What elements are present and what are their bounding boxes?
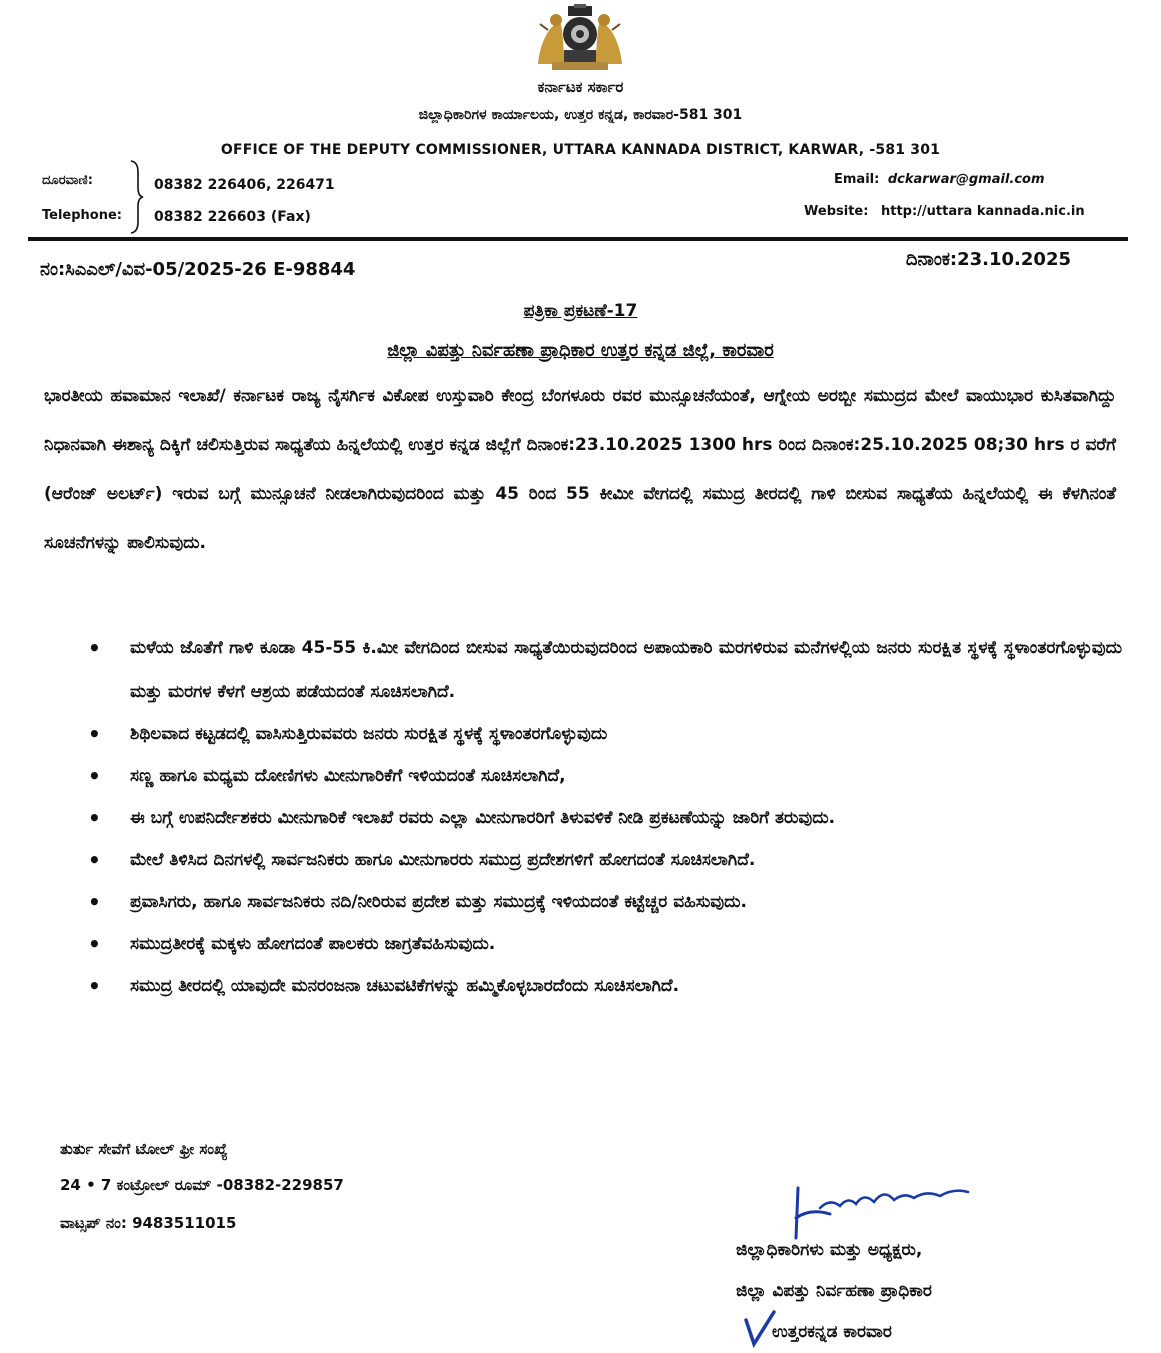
karnataka-state-emblem-icon	[530, 4, 630, 72]
government-name: ಕರ್ನಾಟಕ ಸರ್ಕಾರ	[537, 78, 624, 96]
phone-label-kannada: ದೂರವಾಣಿ:	[42, 173, 93, 188]
body-paragraph: ಭಾರತೀಯ ಹವಾಮಾನ ಇಲಾಖೆ/ ಕರ್ನಾಟಕ ರಾಜ್ಯ ನೈಸರ್ಗಿಕ ವಿಕೋಪ ಉಸ್ತುವಾರಿ ಕೇಂದ್ರ ಬೆಂಗಳೂರು ರವರ ಮುನ್ಸೂಚನೆಯಂತೆ, ಆಗ್ನೇಯ ಅರಬ್ಬೀ ಸಮುದ್ರದ ಮೇಲೆ ವಾಯುಭಾರ ಕುಸಿತವಾಗಿದ್ದು ನಿಧಾನವಾಗಿ ಈಶಾನ್ಯ ದಿಕ್ಕಿಗೆ ಚಲಿಸುತ್ತಿರುವ ಸಾಧ್ಯತೆಯ ಹಿನ್ನಲೆಯಲ್ಲಿ ಉತ್ತರ ಕನ್ನಡ ಜಿಲ್ಲೆಗೆ ದಿನಾಂಕ:23.10.2025 1300 hrs ರಿಂದ ದಿನಾಂಕ:25.10.2025 08;30 hrs ರ ವರೆಗೆ (ಆರೆಂಜ್ ಅಲರ್ಟ್) ಇರುವ ಬಗ್ಗೆ ಮುನ್ಸೂಚನೆ ನೀಡಲಾಗಿರುವುದರಿಂದ ಮತ್ತು 45 ರಿಂದ 55 ಕೀಮೀ ವೇಗದಲ್ಲಿ ಸಮುದ್ರ ತೀರದಲ್ಲಿ ಗಾಳಿ ಬೀಸುವ ಸಾಧ್ಯತೆಯ ಹಿನ್ನಲೆಯಲ್ಲಿ ಈ ಕೆಳಗಿನಂತೆ ಸೂಚನೆಗಳನ್ನು ಪಾಲಿಸುವುದು.	[44, 386, 1116, 553]
list-item: • ಪ್ರವಾಸಿಗರು, ಹಾಗೂ ಸಾರ್ವಜನಿಕರು ನದಿ/ನೀರಿರುವ ಪ್ರದೇಶ ಮತ್ತು ಸಮುದ್ರಕ್ಕೆ ಇಳಿಯದಂತೆ ಕಟ್ಟೆಚ್ಚರ ವಹಿಸುವುದು.	[88, 880, 1122, 924]
press-release-title-text: ಪತ್ರಿಕಾ ಪ್ರಕಟಣೆ-17	[523, 301, 638, 321]
document-date: ದಿನಾಂಕ:23.10.2025	[905, 249, 1071, 270]
list-item: • ಮೇಲೆ ತಿಳಿಸಿದ ದಿನಗಳಲ್ಲಿ ಸಾರ್ವಜನಿಕರು ಹಾಗೂ ಮೀನುಗಾರರು ಸಮುದ್ರ ಪ್ರದೇಶಗಳಿಗೆ ಹೋಗದಂತೆ ಸೂಚಿಸಲಾಗಿದೆ.	[88, 838, 1122, 882]
authority-title	[0, 340, 1161, 361]
website-label: Website:	[804, 204, 869, 219]
list-item: • ಸಮುದ್ರತೀರಕ್ಕೆ ಮಕ್ಕಳು ಹೋಗದಂತೆ ಪಾಲಕರು ಜಾಗ್ರತೆವಹಿಸುವುದು.	[88, 922, 1122, 966]
phone-number-primary: 08382 226406, 226471	[154, 177, 335, 193]
phone-label-english: Telephone:	[42, 208, 122, 223]
handwritten-signature	[790, 1178, 990, 1248]
email-link[interactable]: dckarwar@gmail.com	[887, 172, 1045, 187]
header-divider	[28, 237, 1128, 241]
list-item: • ಈ ಬಗ್ಗೆ ಉಪನಿರ್ದೇಶಕರು ಮೀನುಗಾರಿಕೆ ಇಲಾಖೆ ರವರು ಎಲ್ಲಾ ಮೀನುಗಾರರಿಗೆ ತಿಳುವಳಿಕೆ ನೀಡಿ ಪ್ರಕಟಣೆಯನ್ನು ಜಾರಿಗೆ ತರುವುದು.	[88, 796, 1122, 840]
list-item: • ಸಮುದ್ರ ತೀರದಲ್ಲಿ ಯಾವುದೇ ಮನರಂಜನಾ ಚಟುವಟಿಕೆಗಳನ್ನು ಹಮ್ಮಿಕೊಳ್ಳಬಾರದೆಂದು ಸೂಚಿಸಲಾಗಿದೆ.	[88, 964, 1122, 1008]
phone-number-fax: 08382 226603 (Fax)	[154, 209, 311, 225]
brace-divider	[128, 160, 144, 234]
office-name-kannada: ಜಿಲ್ಲಾಧಿಕಾರಿಗಳ ಕಾರ್ಯಾಲಯ, ಉತ್ತರ ಕನ್ನಡ, ಕಾರವಾರ-581 301	[418, 107, 743, 123]
authority-title-text: ಜಿಲ್ಲಾ ವಿಪತ್ತು ನಿರ್ವಹಣಾ ಪ್ರಾಧಿಕಾರ ಉತ್ತರ ಕನ್ನಡ ಜಿಲ್ಲೆ, ಕಾರವಾರ	[387, 340, 774, 361]
email-row	[834, 172, 1045, 187]
website-link[interactable]: http://uttara kannada.nic.in	[880, 204, 1085, 219]
press-release-title	[0, 301, 1161, 321]
list-item: • ಮಳೆಯ ಜೊತೆಗೆ ಗಾಳಿ ಕೂಡಾ 45-55 ಕಿ.ಮೀ ವೇಗದಿಂದ ಬೀಸುವ ಸಾಧ್ಯತೆಯಿರುವುದರಿಂದ ಅಪಾಯಕಾರಿ ಮರಗಳಿರುವ ಮನೆಗಳಲ್ಲಿಯ ಜನರು ಸುರಕ್ಷಿತ ಸ್ಥಳಕ್ಕೆ ಸ್ಥಳಾಂತರಗೊಳ್ಳುವುದು ಮತ್ತು ಮರಗಳ ಕೆಳಗೆ ಆಶ್ರಯ ಪಡೆಯದಂತೆ ಸೂಚಿಸಲಾಗಿದೆ.	[88, 626, 1122, 714]
office-name-english: OFFICE OF THE DEPUTY COMMISSIONER, UTTARA KANNADA DISTRICT, KARWAR, -581 301	[220, 142, 941, 158]
signatory-designation: ಜಿಲ್ಲಾಧಿಕಾರಿಗಳು ಮತ್ತು ಅಧ್ಯಕ್ಷರು,	[736, 1240, 923, 1260]
email-label: Email:	[834, 172, 880, 187]
website-row	[804, 204, 1085, 219]
helpline-control-room: 24 • 7 ಕಂಟ್ರೋಲ್ ರೂಮ್ -08382-229857	[60, 1176, 344, 1194]
list-item: • ಸಣ್ಣ ಹಾಗೂ ಮಧ್ಯಮ ದೋಣಿಗಳು ಮೀನುಗಾರಿಕೆಗೆ ಇಳಿಯದಂತೆ ಸೂಚಿಸಲಾಗಿದೆ,	[88, 754, 1122, 798]
reference-number: ನಂ:ಸಿಎಎಲ್/ವಿವ-05/2025-26 E-98844	[40, 259, 356, 280]
signatory-authority: ಜಿಲ್ಲಾ ವಿಪತ್ತು ನಿರ್ವಹಣಾ ಪ್ರಾಧಿಕಾರ	[736, 1281, 932, 1301]
instruction-list	[88, 626, 1122, 1006]
helpline-title: ತುರ್ತು ಸೇವೆಗೆ ಟೋಲ್ ಫ್ರೀ ಸಂಖ್ಯೆ	[60, 1140, 228, 1158]
list-item: • ಶಿಥಿಲವಾದ ಕಟ್ಟಡದಲ್ಲಿ ವಾಸಿಸುತ್ತಿರುವವರು ಜನರು ಸುರಕ್ಷಿತ ಸ್ಥಳಕ್ಕೆ ಸ್ಥಳಾಂತರಗೊಳ್ಳುವುದು	[88, 712, 1122, 756]
helpline-whatsapp: ವಾಟ್ಸಪ್ ನಂ: 9483511015	[60, 1214, 237, 1232]
signatory-location: ಉತ್ತರಕನ್ನಡ ಕಾರವಾರ	[772, 1322, 892, 1342]
